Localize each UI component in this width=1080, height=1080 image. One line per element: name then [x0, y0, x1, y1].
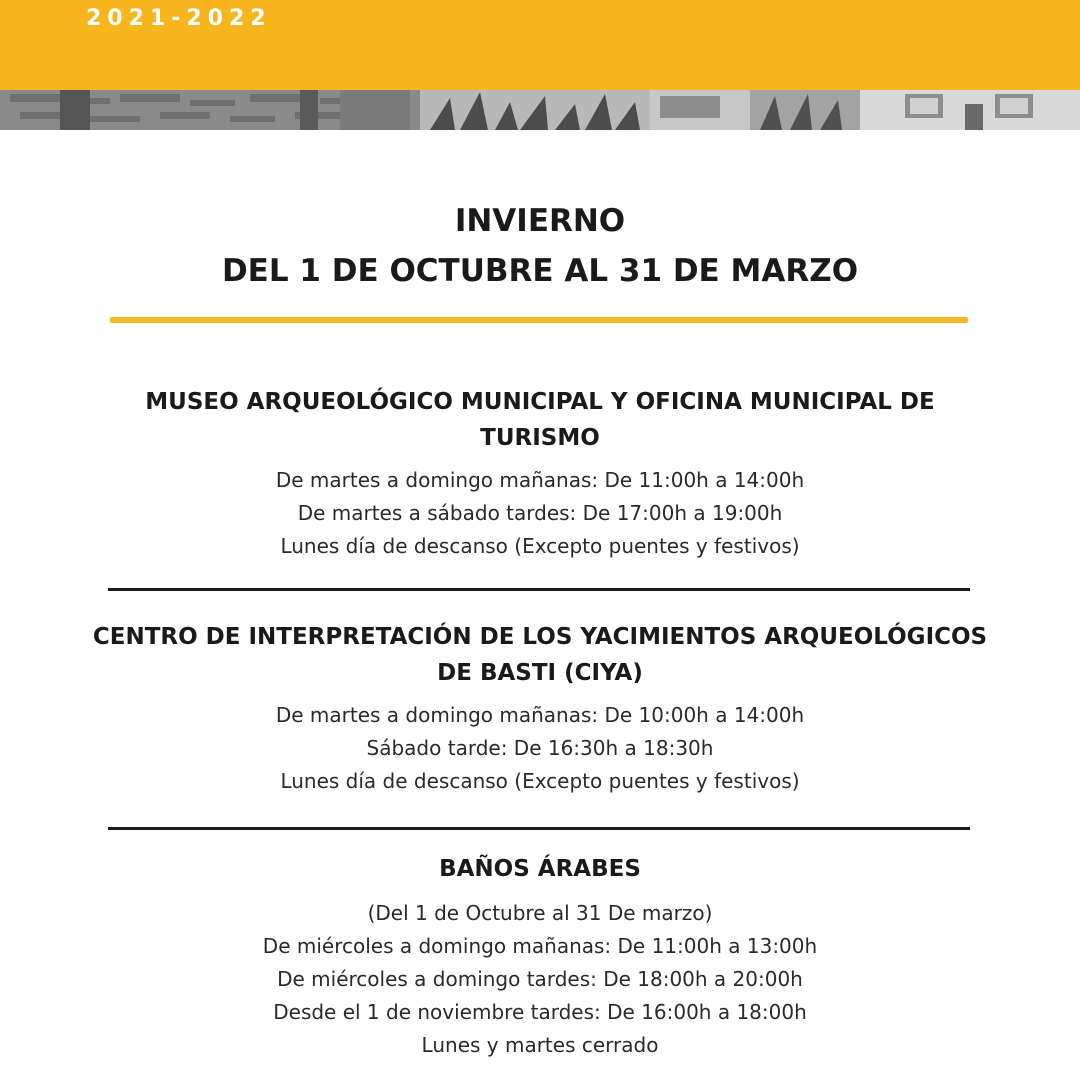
banos-hours-line: Lunes y martes cerrado — [421, 1033, 659, 1057]
ciya-hours-line: De martes a domingo mañanas: De 10:00h a 14:00h — [275, 703, 805, 727]
museum-title-line-2: TURISMO — [480, 425, 600, 451]
yellow-divider — [110, 317, 968, 323]
museum-hours-line: De martes a sábado tardes: De 17:00h a 19:00h — [297, 501, 783, 525]
banos-hours-line: (Del 1 de Octubre al 31 De marzo) — [367, 901, 713, 925]
banner-year-label: 2021-2022 — [86, 6, 272, 31]
museum-title-line-1: MUSEO ARQUEOLÓGICO MUNICIPAL Y OFICINA MUNICIPAL DE — [145, 389, 935, 415]
ciya-section — [0, 619, 1080, 798]
banos-hours-line: Desde el 1 de noviembre tardes: De 16:00h a 18:00h — [273, 1000, 807, 1024]
header-photo-strip — [0, 90, 1080, 130]
building-photo-image — [0, 90, 1080, 130]
banos-hours-line: De miércoles a domingo mañanas: De 11:00h a 13:00h — [262, 934, 818, 958]
top-banner — [0, 0, 1080, 90]
ciya-title-line-1: CENTRO DE INTERPRETACIÓN DE LOS YACIMIENTOS ARQUEOLÓGICOS — [92, 624, 988, 650]
museum-section — [0, 384, 1080, 563]
banos-section — [0, 851, 1080, 1062]
ciya-hours-line: Lunes día de descanso (Excepto puentes y festivos) — [280, 769, 800, 793]
ciya-title-line-2: DE BASTI (CIYA) — [437, 660, 643, 686]
season-title: INVIERNO — [454, 203, 626, 239]
ciya-hours-line: Sábado tarde: De 16:30h a 18:30h — [366, 736, 714, 760]
season-dates: DEL 1 DE OCTUBRE AL 31 DE MARZO — [221, 253, 859, 289]
museum-hours-line: De martes a domingo mañanas: De 11:00h a 14:00h — [275, 468, 805, 492]
museum-hours-line: Lunes día de descanso (Excepto puentes y festivos) — [280, 534, 800, 558]
section-divider — [108, 827, 970, 830]
section-divider — [108, 588, 970, 591]
banos-title: BAÑOS ÁRABES — [439, 856, 641, 882]
banos-hours-line: De miércoles a domingo tardes: De 18:00h a 20:00h — [277, 967, 803, 991]
